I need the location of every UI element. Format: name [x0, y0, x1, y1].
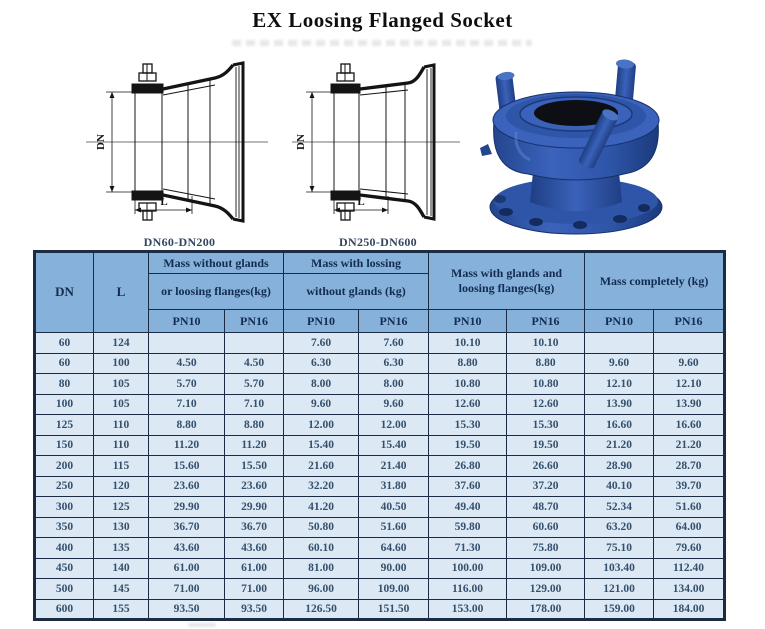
table-cell: 9.60 [654, 353, 725, 374]
table-cell: 63.20 [585, 517, 654, 538]
table-cell: 12.60 [507, 394, 585, 415]
faded-subtitle-smudge [232, 40, 532, 46]
flanged-socket-illustration [458, 52, 698, 247]
table-cell: 184.00 [654, 599, 725, 620]
table-cell [585, 333, 654, 354]
table-cell: 145 [94, 579, 149, 600]
socket-cross-section-large [288, 56, 468, 228]
table-cell: 6.30 [284, 353, 359, 374]
table-cell: 11.20 [225, 435, 284, 456]
pn16-header: PN16 [654, 310, 725, 333]
table-cell: 100 [94, 353, 149, 374]
table-cell: 300 [35, 497, 94, 518]
pn16-header: PN16 [359, 310, 429, 333]
table-cell [149, 333, 225, 354]
table-cell: 115 [94, 456, 149, 477]
drawing-dn250-dn600 [288, 56, 468, 248]
table-cell: 40.10 [585, 476, 654, 497]
table-cell: 7.60 [359, 333, 429, 354]
table-cell: 124 [94, 333, 149, 354]
table-cell: 36.70 [225, 517, 284, 538]
table-cell: 71.30 [429, 538, 507, 559]
table-cell: 93.50 [149, 599, 225, 620]
drawing-caption-large: DN250-DN600 [339, 235, 417, 249]
table-cell: 125 [35, 415, 94, 436]
table-cell: 8.80 [507, 353, 585, 374]
table-cell: 13.90 [585, 394, 654, 415]
page-title: EX Loosing Flanged Socket [252, 8, 513, 32]
col-header-l: L [94, 252, 149, 333]
pn16-header: PN16 [225, 310, 284, 333]
table-row [35, 353, 725, 374]
table-row [35, 538, 725, 559]
table-cell: 15.30 [429, 415, 507, 436]
table-cell: 75.80 [507, 538, 585, 559]
table-cell: 15.30 [507, 415, 585, 436]
table-cell: 600 [35, 599, 94, 620]
table-cell: 9.60 [284, 394, 359, 415]
table-cell: 7.60 [284, 333, 359, 354]
table-row [35, 374, 725, 395]
table-cell: 61.00 [149, 558, 225, 579]
table-cell: 109.00 [359, 579, 429, 600]
table-cell: 96.00 [284, 579, 359, 600]
table-cell: 37.20 [507, 476, 585, 497]
table-cell: 116.00 [429, 579, 507, 600]
table-cell: 12.60 [429, 394, 507, 415]
table-cell: 5.70 [225, 374, 284, 395]
table-cell: 81.00 [284, 558, 359, 579]
group-header-completely: Mass completely (kg) [585, 252, 725, 310]
table-cell: 10.80 [429, 374, 507, 395]
table-cell: 120 [94, 476, 149, 497]
table-cell: 200 [35, 456, 94, 477]
table-cell: 9.60 [359, 394, 429, 415]
table-cell: 61.00 [225, 558, 284, 579]
table-cell: 43.60 [225, 538, 284, 559]
table-cell: 60.60 [507, 517, 585, 538]
table-cell: 450 [35, 558, 94, 579]
table-cell: 93.50 [225, 599, 284, 620]
table-cell: 32.20 [284, 476, 359, 497]
table-row [35, 456, 725, 477]
drawing-caption-small: DN60-DN200 [143, 235, 216, 249]
table-cell [654, 333, 725, 354]
table-cell: 19.50 [507, 435, 585, 456]
table-cell: 153.00 [429, 599, 507, 620]
table-cell: 19.50 [429, 435, 507, 456]
table-cell: 130 [94, 517, 149, 538]
table-cell: 80 [35, 374, 94, 395]
table-cell: 52.34 [585, 497, 654, 518]
table-cell: 7.10 [225, 394, 284, 415]
table-cell: 400 [35, 538, 94, 559]
table-cell: 26.60 [507, 456, 585, 477]
table-cell: 60 [35, 353, 94, 374]
dn-dimension-label: DN [295, 134, 307, 150]
table-row [35, 476, 725, 497]
table-cell: 4.50 [149, 353, 225, 374]
table-cell: 15.60 [149, 456, 225, 477]
pn16-header: PN16 [507, 310, 585, 333]
table-row [35, 517, 725, 538]
table-cell [225, 333, 284, 354]
table-cell: 39.70 [654, 476, 725, 497]
table-cell: 23.60 [225, 476, 284, 497]
table-cell: 121.00 [585, 579, 654, 600]
pn10-header: PN10 [284, 310, 359, 333]
table-cell: 16.60 [654, 415, 725, 436]
table-cell: 10.10 [429, 333, 507, 354]
table-cell: 79.60 [654, 538, 725, 559]
group-header-glands-and-flanges [429, 252, 585, 310]
table-cell: 350 [35, 517, 94, 538]
table-cell: 16.60 [585, 415, 654, 436]
group-header-with-lossing-line1: Mass with lossing [284, 252, 429, 274]
table-cell: 110 [94, 415, 149, 436]
table-cell: 50.80 [284, 517, 359, 538]
table-cell: 21.40 [359, 456, 429, 477]
table-row [35, 579, 725, 600]
table-cell: 126.50 [284, 599, 359, 620]
table-cell: 8.00 [284, 374, 359, 395]
table-cell: 12.00 [359, 415, 429, 436]
table-cell: 8.80 [225, 415, 284, 436]
table-cell: 26.80 [429, 456, 507, 477]
group-header-without-glands-line1: Mass without glands [149, 252, 284, 274]
pn10-header: PN10 [149, 310, 225, 333]
table-cell: 59.80 [429, 517, 507, 538]
table-cell: 75.10 [585, 538, 654, 559]
table-cell: 29.90 [149, 497, 225, 518]
table-cell: 110 [94, 435, 149, 456]
table-cell: 250 [35, 476, 94, 497]
table-cell: 71.00 [225, 579, 284, 600]
table-cell: 125 [94, 497, 149, 518]
table-cell: 4.50 [225, 353, 284, 374]
table-cell: 15.40 [284, 435, 359, 456]
table-cell: 12.10 [654, 374, 725, 395]
table-cell: 103.40 [585, 558, 654, 579]
table-cell: 15.50 [225, 456, 284, 477]
table-cell: 37.60 [429, 476, 507, 497]
pn10-header: PN10 [585, 310, 654, 333]
table-row [35, 599, 725, 620]
table-cell: 105 [94, 374, 149, 395]
table-cell: 23.60 [149, 476, 225, 497]
table-cell: 5.70 [149, 374, 225, 395]
table-cell: 51.60 [359, 517, 429, 538]
table-cell: 8.80 [149, 415, 225, 436]
table-cell: 8.00 [359, 374, 429, 395]
table-row [35, 435, 725, 456]
l-dimension-label: L [160, 196, 168, 208]
table-cell: 6.30 [359, 353, 429, 374]
table-cell: 12.00 [284, 415, 359, 436]
spec-table-body [35, 333, 725, 620]
table-cell: 21.60 [284, 456, 359, 477]
table-cell: 150 [35, 435, 94, 456]
spec-table [33, 250, 726, 621]
table-cell: 90.00 [359, 558, 429, 579]
table-cell: 159.00 [585, 599, 654, 620]
table-cell: 9.60 [585, 353, 654, 374]
drawing-dn60-dn200 [82, 56, 277, 248]
socket-cross-section-small [82, 56, 277, 228]
table-cell: 31.80 [359, 476, 429, 497]
table-cell: 11.20 [149, 435, 225, 456]
group3-line2: loosing flanges(kg) [458, 281, 555, 295]
table-cell: 60.10 [284, 538, 359, 559]
table-cell: 8.80 [429, 353, 507, 374]
col-header-dn: DN [35, 252, 94, 333]
table-cell: 105 [94, 394, 149, 415]
table-row [35, 415, 725, 436]
l-dimension-label: L [357, 196, 365, 208]
table-cell: 15.40 [359, 435, 429, 456]
table-cell: 21.20 [585, 435, 654, 456]
table-cell: 40.50 [359, 497, 429, 518]
table-cell: 49.40 [429, 497, 507, 518]
table-cell: 12.10 [585, 374, 654, 395]
table-cell: 178.00 [507, 599, 585, 620]
product-photo [458, 52, 698, 247]
table-cell: 60 [35, 333, 94, 354]
group-header-without-glands-line2: or loosing flanges(kg) [149, 274, 284, 310]
pn10-header: PN10 [429, 310, 507, 333]
table-cell: 64.60 [359, 538, 429, 559]
table-row [35, 333, 725, 354]
scan-artifact-smudge [188, 623, 216, 627]
table-cell: 100.00 [429, 558, 507, 579]
table-cell: 151.50 [359, 599, 429, 620]
table-cell: 134.00 [654, 579, 725, 600]
table-cell: 36.70 [149, 517, 225, 538]
table-cell: 48.70 [507, 497, 585, 518]
table-row [35, 394, 725, 415]
table-cell: 100 [35, 394, 94, 415]
table-cell: 109.00 [507, 558, 585, 579]
group3-line1: Mass with glands and [451, 266, 563, 280]
table-cell: 43.60 [149, 538, 225, 559]
table-cell: 10.80 [507, 374, 585, 395]
table-cell: 41.20 [284, 497, 359, 518]
table-cell: 28.70 [654, 456, 725, 477]
table-cell: 135 [94, 538, 149, 559]
table-cell: 64.00 [654, 517, 725, 538]
table-cell: 140 [94, 558, 149, 579]
table-row [35, 558, 725, 579]
group-header-with-lossing-line2: without glands (kg) [284, 274, 429, 310]
table-cell: 129.00 [507, 579, 585, 600]
table-cell: 21.20 [654, 435, 725, 456]
table-cell: 71.00 [149, 579, 225, 600]
table-cell: 155 [94, 599, 149, 620]
table-cell: 13.90 [654, 394, 725, 415]
table-cell: 10.10 [507, 333, 585, 354]
table-cell: 51.60 [654, 497, 725, 518]
table-cell: 29.90 [225, 497, 284, 518]
table-row [35, 497, 725, 518]
dn-dimension-label: DN [95, 134, 107, 150]
table-cell: 112.40 [654, 558, 725, 579]
table-cell: 500 [35, 579, 94, 600]
table-cell: 28.90 [585, 456, 654, 477]
table-cell: 7.10 [149, 394, 225, 415]
